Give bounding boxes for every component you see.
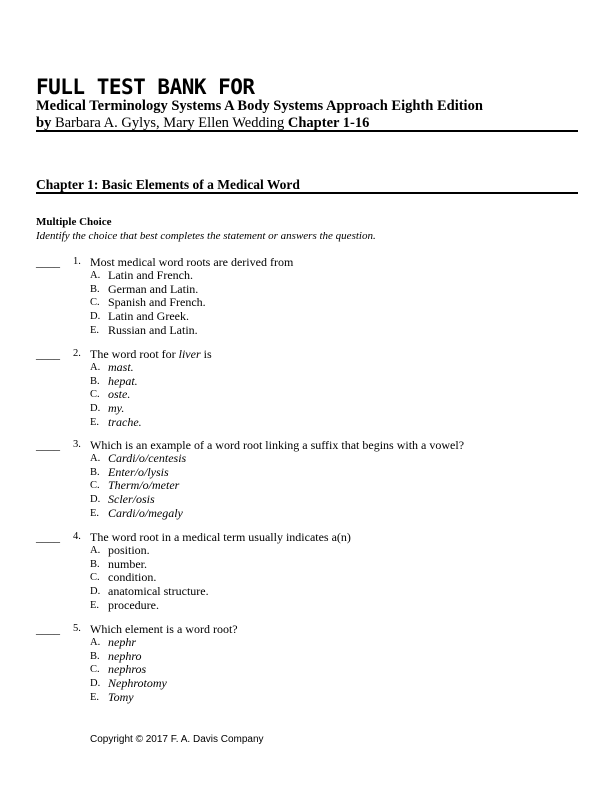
question-stem-part: Which element is a word root? bbox=[90, 622, 238, 636]
answer-blank: ____ bbox=[36, 347, 60, 361]
banner-title: FULL TEST BANK FOR bbox=[36, 75, 255, 99]
question-stem-part: liver bbox=[178, 347, 201, 361]
question-number: 3. bbox=[73, 439, 81, 450]
choice-letter: C. bbox=[90, 297, 100, 309]
question-line bbox=[36, 622, 576, 636]
choice-text: trache. bbox=[108, 414, 142, 429]
choice-letter: C. bbox=[90, 664, 100, 676]
choice-letter: C. bbox=[90, 480, 100, 492]
choice-letter: B. bbox=[90, 558, 100, 570]
answer-choice bbox=[36, 677, 576, 691]
chapter-title: Chapter 1: Basic Elements of a Medical Word bbox=[36, 177, 300, 192]
choice-letter: E. bbox=[90, 599, 100, 611]
copyright-footer: Copyright © 2017 F. A. Davis Company bbox=[90, 734, 264, 745]
answer-choice bbox=[36, 375, 576, 389]
choice-text: oste. bbox=[108, 387, 131, 402]
question-stem-part: Most medical word roots are derived from bbox=[90, 255, 294, 269]
question-stem-part: The word root in a medical term usually indicates a(n) bbox=[90, 530, 351, 544]
choice-letter: B. bbox=[90, 466, 100, 478]
question-number: 2. bbox=[73, 348, 81, 359]
choice-letter: B. bbox=[90, 283, 100, 295]
choice-letter: A. bbox=[90, 637, 101, 648]
choice-text: Cardi/o/megaly bbox=[108, 505, 183, 520]
question-line bbox=[36, 530, 576, 544]
answer-blank: ____ bbox=[36, 530, 60, 544]
choice-text: anatomical structure. bbox=[108, 584, 209, 599]
question-stem bbox=[90, 530, 351, 544]
question-number: 5. bbox=[73, 623, 81, 634]
question-stem bbox=[90, 622, 238, 636]
choice-letter: E. bbox=[90, 691, 100, 703]
chapter-divider bbox=[36, 192, 578, 194]
answer-choice bbox=[36, 599, 576, 613]
answer-choice bbox=[36, 691, 576, 705]
section-instructions: Identify the choice that best completes the statement or answers the question. bbox=[36, 230, 376, 242]
chapter-range: Chapter 1-16 bbox=[287, 115, 370, 131]
authors: Barbara A. Gylys, Mary Ellen Wedding bbox=[54, 115, 285, 131]
choice-letter: B. bbox=[90, 650, 100, 662]
choice-text: Spanish and French. bbox=[108, 295, 206, 310]
choice-letter: C. bbox=[90, 389, 100, 401]
choice-letter: B. bbox=[90, 375, 100, 387]
question-item bbox=[36, 347, 576, 429]
answer-choice bbox=[36, 402, 576, 416]
question-stem bbox=[90, 438, 464, 452]
answer-blank: ____ bbox=[36, 255, 60, 269]
choice-letter: D. bbox=[90, 494, 101, 506]
book-subtitle: Medical Terminology Systems A Body Systems Approach Eighth Edition bbox=[36, 98, 483, 114]
question-stem bbox=[90, 255, 293, 269]
question-item bbox=[36, 255, 576, 337]
choice-letter: A. bbox=[90, 270, 101, 281]
choice-letter: C. bbox=[90, 572, 100, 584]
choice-text: number. bbox=[108, 556, 147, 571]
answer-choice bbox=[36, 283, 576, 297]
choice-text: Therm/o/meter bbox=[108, 478, 180, 493]
choice-letter: E. bbox=[90, 416, 100, 428]
answer-choice bbox=[36, 310, 576, 324]
choice-letter: E. bbox=[90, 324, 100, 336]
answer-choice bbox=[36, 388, 576, 402]
question-item bbox=[36, 530, 576, 612]
question-number: 1. bbox=[73, 256, 81, 267]
choice-letter: A. bbox=[90, 362, 101, 373]
choice-letter: D. bbox=[90, 311, 101, 323]
answer-choice bbox=[36, 663, 576, 677]
header-divider bbox=[36, 130, 578, 132]
answer-choice bbox=[36, 324, 576, 338]
choice-text: Latin and Greek. bbox=[108, 309, 189, 324]
choice-text: condition. bbox=[108, 570, 157, 585]
question-stem-part: The word root for bbox=[90, 347, 179, 361]
choice-text: German and Latin. bbox=[108, 281, 199, 296]
question-number: 4. bbox=[73, 531, 81, 542]
question-line bbox=[36, 438, 576, 452]
answer-blank: ____ bbox=[36, 622, 60, 636]
question-item bbox=[36, 438, 576, 520]
answer-choice bbox=[36, 493, 576, 507]
choice-text: Tomy bbox=[108, 689, 134, 704]
choice-letter: D. bbox=[90, 678, 101, 690]
answer-choice bbox=[36, 296, 576, 310]
choice-text: nephro bbox=[108, 648, 142, 663]
choice-text: Nephrotomy bbox=[108, 676, 167, 691]
choice-text: procedure. bbox=[108, 597, 159, 612]
answer-choice bbox=[36, 544, 576, 558]
question-stem-part: is bbox=[200, 347, 212, 361]
choice-text: hepat. bbox=[108, 373, 138, 388]
answer-choice bbox=[36, 636, 576, 650]
answer-choice bbox=[36, 585, 576, 599]
choice-text: nephros bbox=[108, 662, 147, 677]
choice-text: Scler/osis bbox=[108, 492, 155, 507]
choice-text: Russian and Latin. bbox=[108, 322, 198, 337]
answer-choice bbox=[36, 558, 576, 572]
question-stem bbox=[90, 347, 212, 361]
answer-choice bbox=[36, 479, 576, 493]
answer-choice bbox=[36, 571, 576, 585]
choice-letter: A. bbox=[90, 453, 101, 464]
choice-text: Enter/o/lysis bbox=[108, 464, 169, 479]
question-line bbox=[36, 255, 576, 269]
by-label: by bbox=[36, 115, 52, 131]
choice-letter: D. bbox=[90, 403, 101, 415]
choice-text: my. bbox=[108, 401, 125, 416]
answer-choice bbox=[36, 466, 576, 480]
choice-text: mast. bbox=[108, 360, 134, 374]
answer-choice bbox=[36, 507, 576, 521]
choice-letter: D. bbox=[90, 586, 101, 598]
answer-choice bbox=[36, 361, 576, 375]
answer-choice bbox=[36, 269, 576, 283]
choice-letter: A. bbox=[90, 545, 101, 556]
choice-text: nephr bbox=[108, 635, 136, 649]
choice-text: Cardi/o/centesis bbox=[108, 451, 187, 465]
answer-choice bbox=[36, 452, 576, 466]
question-line bbox=[36, 347, 576, 361]
answer-choice bbox=[36, 650, 576, 664]
question-stem-part: Which is an example of a word root linking a suffix that begins with a vowel? bbox=[90, 438, 465, 452]
section-heading: Multiple Choice bbox=[36, 216, 112, 228]
choice-text: position. bbox=[108, 543, 150, 557]
answer-choice bbox=[36, 416, 576, 430]
answer-blank: ____ bbox=[36, 438, 60, 452]
choice-letter: E. bbox=[90, 507, 100, 519]
choice-text: Latin and French. bbox=[108, 268, 193, 282]
question-item bbox=[36, 622, 576, 704]
